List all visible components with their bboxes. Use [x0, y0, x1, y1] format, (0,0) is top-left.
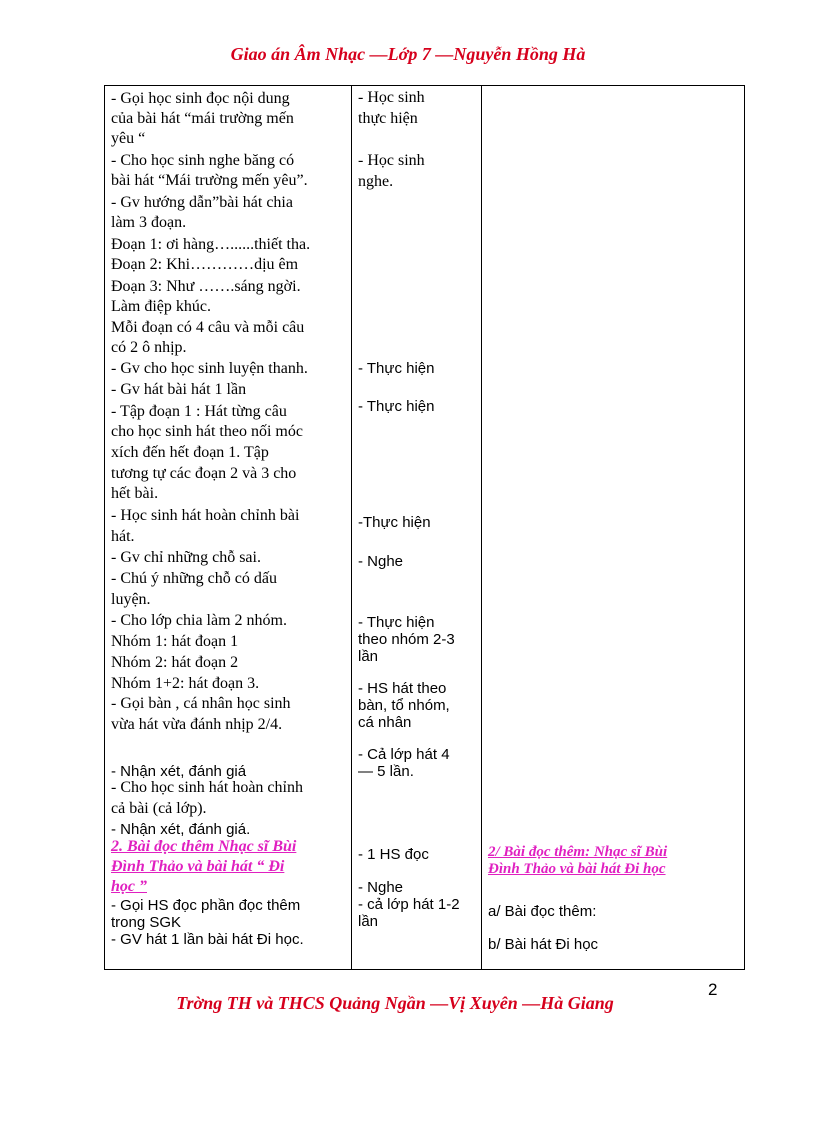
text-line: - Chú ý những chỗ có dấu — [111, 570, 277, 587]
text-line: - Gọi HS đọc phần đọc thêm — [111, 897, 301, 914]
text-line: cả bài (cả lớp). — [111, 800, 207, 817]
text-line: lần — [358, 913, 379, 930]
text-line: b/ Bài hát Đi học — [488, 936, 599, 953]
section-heading: 2. Bài đọc thêm Nhạc sĩ Bùi — [111, 838, 297, 855]
text-line: Đoạn 1: ơi hàng…......thiết tha. — [111, 236, 311, 253]
text-line: - Nhận xét, đánh giá — [111, 763, 247, 780]
text-line: yêu “ — [111, 130, 146, 147]
text-line: hết bài. — [111, 485, 159, 502]
text-line: - Thực hiện — [358, 614, 435, 631]
text-line: tương tự các đoạn 2 và 3 cho — [111, 465, 297, 482]
text-line: - Học sinh hát hoàn chỉnh bài — [111, 507, 300, 524]
text-line: - Gọi bàn , cá nhân học sinh — [111, 695, 291, 712]
text-line: Nhóm 1: hát đoạn 1 — [111, 633, 239, 650]
text-line: - Cho học sinh nghe băng có — [111, 152, 295, 169]
text-line: có 2 ô nhịp. — [111, 339, 187, 356]
text-line: - Cả lớp hát 4 — [358, 746, 450, 763]
text-line: - cả lớp hát 1-2 — [358, 896, 460, 913]
column-divider — [481, 86, 482, 969]
text-line: Nhóm 1+2: hát đoạn 3. — [111, 675, 260, 692]
text-line: Đoạn 3: Như …….sáng ngời. — [111, 278, 301, 295]
page-number: 2 — [708, 980, 718, 999]
text-line: cho học sinh hát theo nối móc — [111, 423, 303, 440]
text-line: - Học sinh — [358, 152, 425, 169]
text-line: - Gv chỉ những chỗ sai. — [111, 549, 261, 566]
text-line: luyện. — [111, 591, 151, 608]
text-line: - 1 HS đọc — [358, 846, 429, 863]
section-heading: học ” — [111, 878, 147, 895]
text-line: -Thực hiện — [358, 514, 431, 531]
text-line: làm 3 đoạn. — [111, 214, 187, 231]
text-line: — 5 lần. — [358, 763, 414, 780]
text-line: Đoạn 2: Khi…………dịu êm — [111, 256, 299, 273]
text-line: - Nhận xét, đánh giá. — [111, 821, 251, 838]
text-line: - Cho lớp chia làm 2 nhóm. — [111, 612, 287, 629]
text-line: - Nghe — [358, 879, 404, 896]
text-line: theo nhóm 2-3 — [358, 631, 455, 648]
text-line: - Thực hiện — [358, 360, 435, 377]
text-line: vừa hát vừa đánh nhịp 2/4. — [111, 716, 283, 733]
text-line: - Gọi học sinh đọc nội dung — [111, 90, 290, 107]
column-divider — [351, 86, 352, 969]
text-line: cá nhân — [358, 714, 412, 731]
page-footer: Trờng TH và THCS Quảng Ngần —Vị Xuyên —Hà Giang — [176, 993, 614, 1013]
section-heading: Đình Thảo và bài hát Đi học — [488, 861, 666, 877]
text-line: hát. — [111, 528, 135, 545]
text-line: nghe. — [358, 173, 394, 190]
lesson-table — [104, 85, 745, 970]
text-line: của bài hát “mái trường mến — [111, 110, 294, 127]
text-line: - Gv hát bài hát 1 lần — [111, 381, 247, 398]
section-heading: 2/ Bài đọc thêm: Nhạc sĩ Bùi — [488, 844, 668, 860]
page-header: Giao án Âm Nhạc —Lớp 7 —Nguyễn Hồng Hà — [230, 44, 586, 64]
text-line: - Thực hiện — [358, 398, 435, 415]
text-line: - Tập đoạn 1 : Hát từng câu — [111, 403, 287, 420]
text-line: a/ Bài đọc thêm: — [488, 903, 597, 920]
text-line: bàn, tổ nhóm, — [358, 697, 450, 714]
text-line: - Gv cho học sinh luyện thanh. — [111, 360, 308, 377]
text-line: Nhóm 2: hát đoạn 2 — [111, 654, 239, 671]
text-line: - HS hát theo — [358, 680, 447, 697]
text-line: trong SGK — [111, 914, 182, 931]
text-line: xích đến hết đoạn 1. Tập — [111, 444, 269, 461]
section-heading: Đình Thảo và bài hát “ Đi — [111, 858, 285, 875]
text-line: lần — [358, 648, 379, 665]
text-line: - Cho học sinh hát hoàn chỉnh — [111, 779, 303, 796]
text-line: - Gv hướng dẫn”bài hát chia — [111, 194, 293, 211]
text-line: - Nghe — [358, 553, 404, 570]
text-line: Mỗi đoạn có 4 câu và mỗi câu — [111, 319, 305, 336]
text-line: - GV hát 1 lần bài hát Đi học. — [111, 931, 304, 948]
text-line: Làm điệp khúc. — [111, 298, 211, 315]
text-line: bài hát “Mái trường mến yêu”. — [111, 172, 308, 189]
text-line: - Học sinh — [358, 89, 425, 106]
text-line: thực hiện — [358, 110, 418, 127]
